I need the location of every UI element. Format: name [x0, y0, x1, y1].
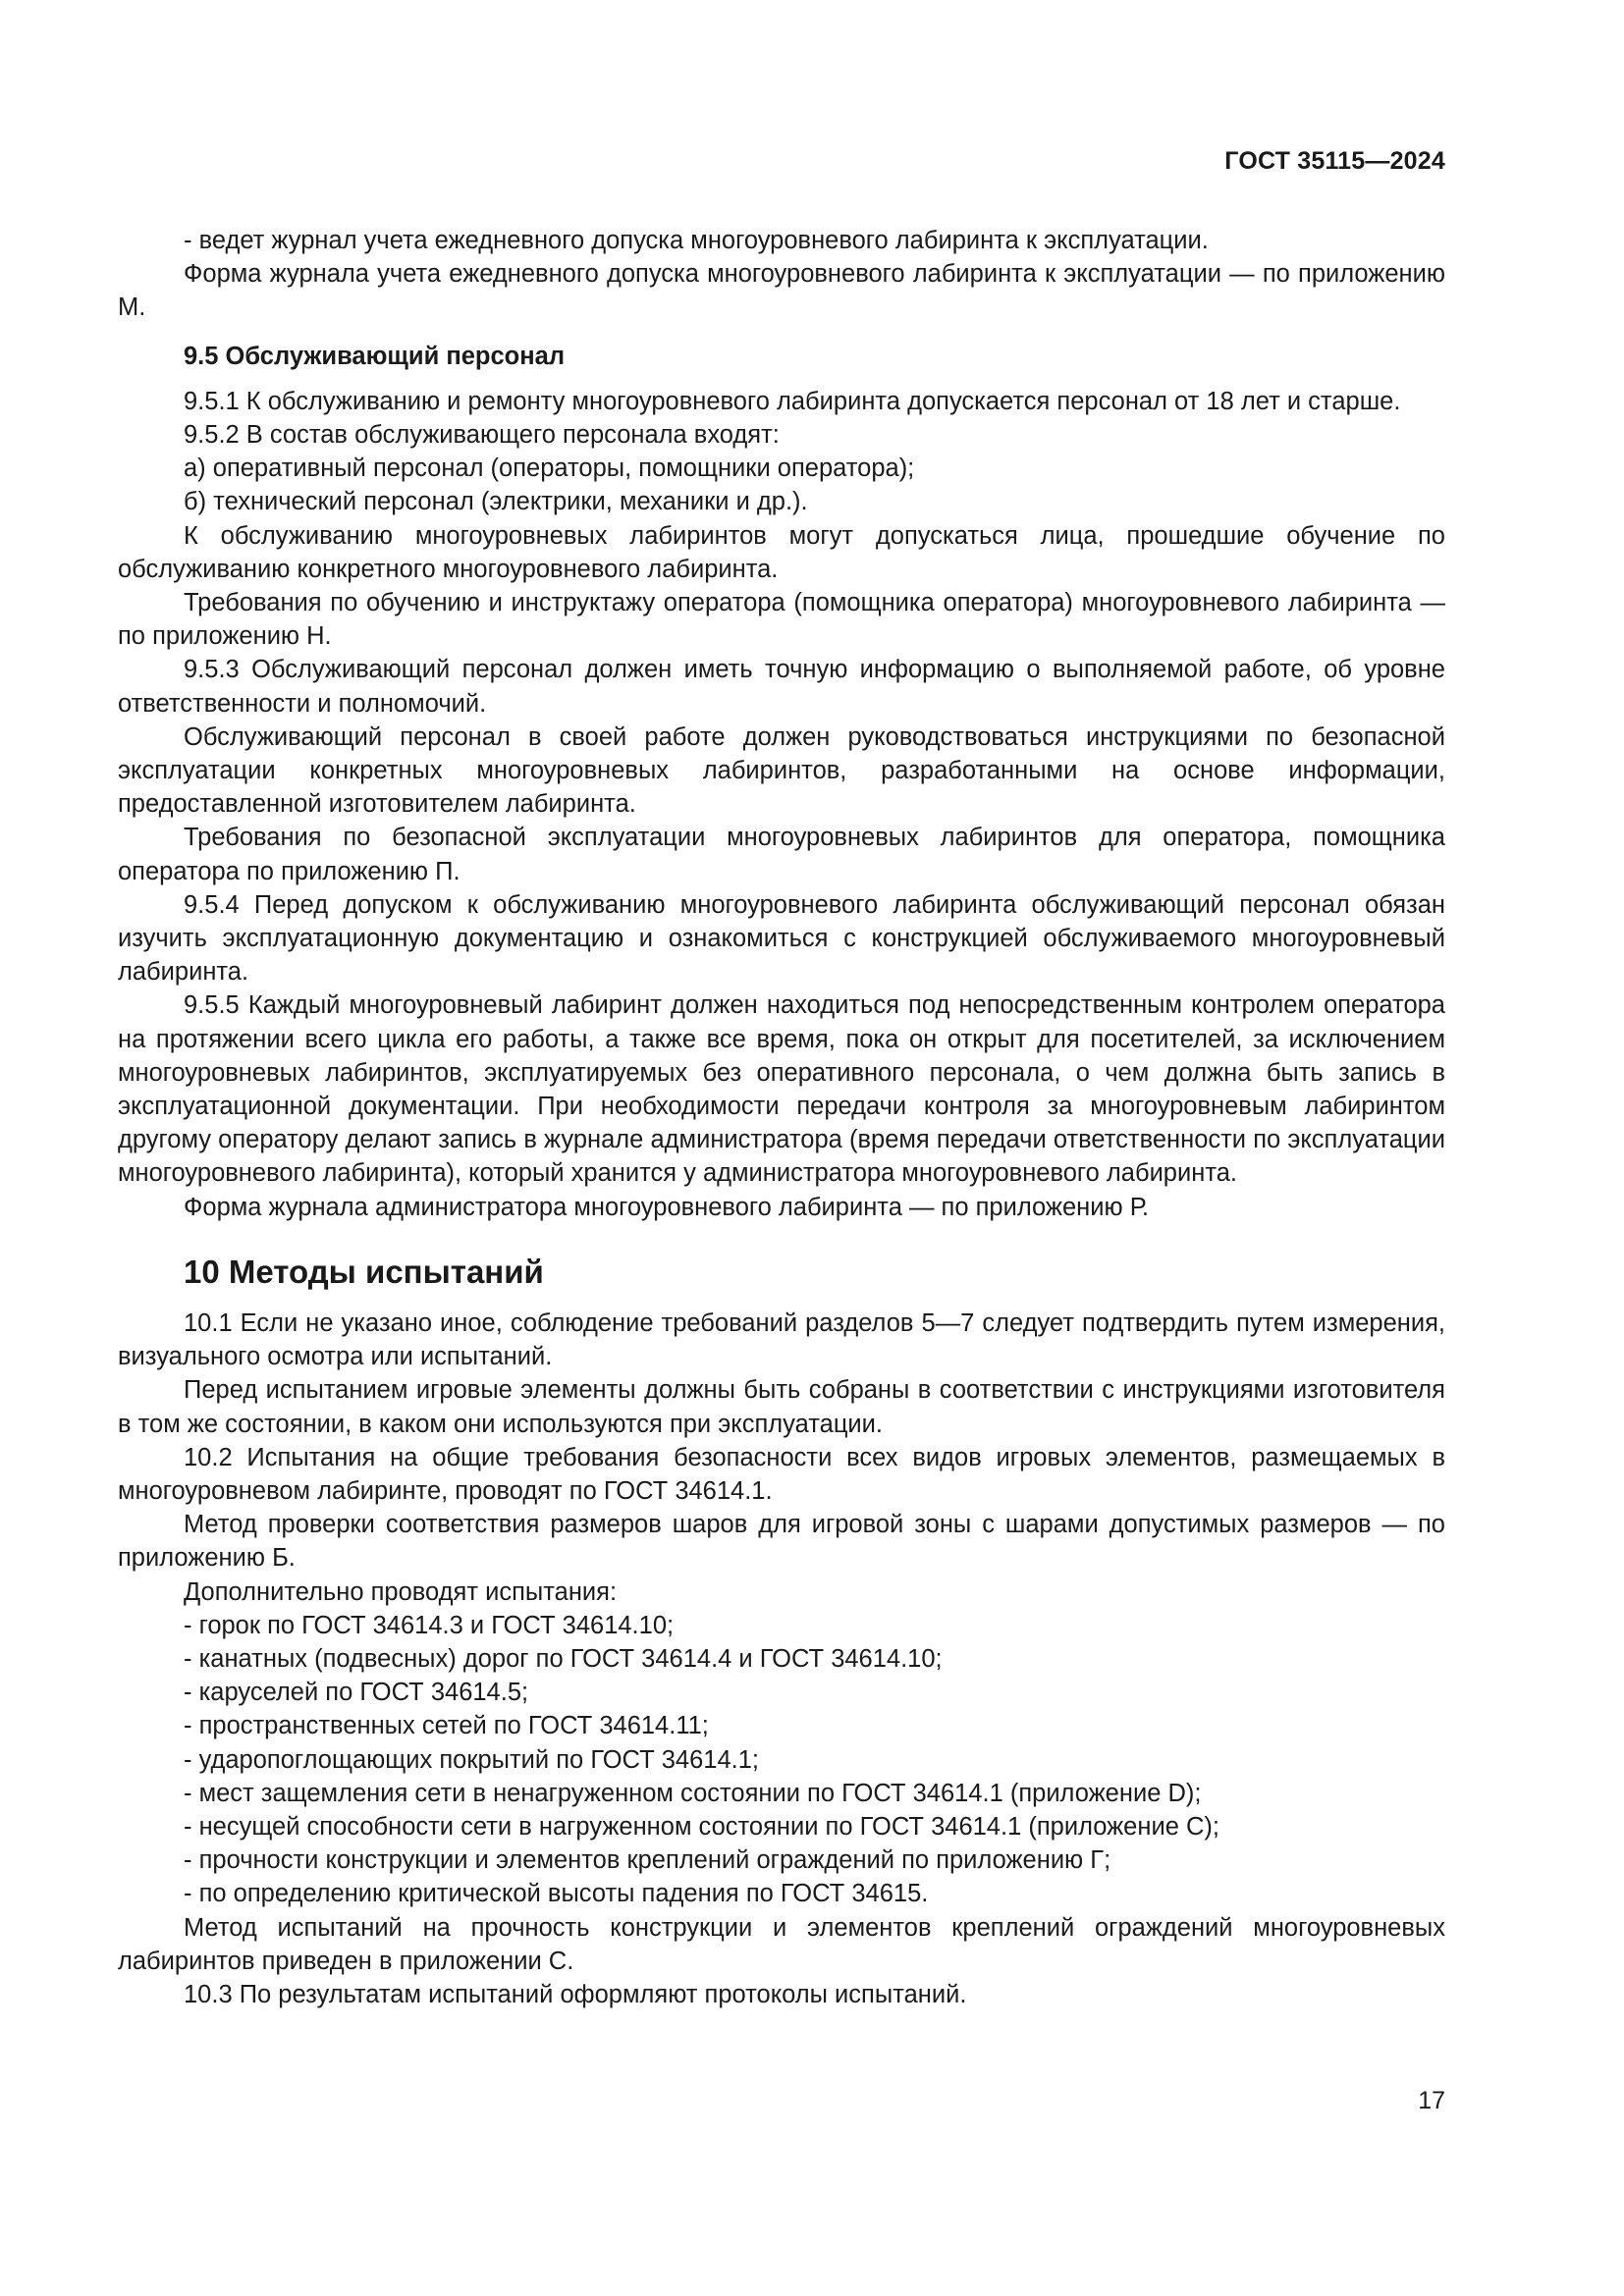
paragraph: 9.5.4 Перед допуском к обслуживанию многоуровневого лабиринта обслуживающий персонал обязан изучить эксплуатационную документацию и ознакомиться с конструкцией обслуживаемого многоуровневый лабиринта.	[118, 890, 1445, 987]
list-item: - прочности конструкции и элементов креплений ограждений по приложению Г;	[184, 1846, 1111, 1875]
paragraph: Метод испытаний на прочность конструкции и элементов креплений ограждений многоуровневых лабиринтов приведен в приложении С.	[118, 1913, 1445, 1975]
paragraph: Требования по обучению и инструктажу оператора (помощника оператора) многоуровневого лабиринта — по приложению Н.	[118, 589, 1445, 651]
subsection-heading: 9.5 Обслуживающий персонал	[184, 342, 566, 370]
list-item: - ведет журнал учета ежедневного допуска многоуровневого лабиринта к эксплуатации.	[184, 227, 1209, 254]
paragraph: 10.1 Если не указано иное, соблюдение требований разделов 5—7 следует подтвердить путем измерения, визуального осмотра или испытаний.	[118, 1308, 1445, 1371]
list-item: - пространственных сетей по ГОСТ 34614.11;	[184, 1712, 709, 1740]
list-item: - по определению критической высоты падения по ГОСТ 34615.	[184, 1880, 929, 1908]
page-number: 17	[1418, 2087, 1445, 2114]
paragraph: 9.5.1 К обслуживанию и ремонту многоуровневого лабиринта допускается персонал от 18 лет и старше.	[184, 387, 1401, 415]
list-item: - горок по ГОСТ 34614.3 и ГОСТ 34614.10;	[184, 1611, 675, 1639]
list-item: - мест защемления сети в ненагруженном состоянии по ГОСТ 34614.1 (приложение D);	[184, 1779, 1202, 1807]
paragraph: 9.5.2 В состав обслуживающего персонала входят:	[184, 421, 780, 450]
paragraph: Требования по безопасной эксплуатации многоуровневых лабиринтов для оператора, помощника оператора по приложению П.	[118, 824, 1445, 885]
list-item: - ударопоглощающих покрытий по ГОСТ 34614.1;	[184, 1745, 760, 1774]
paragraph: Дополнительно проводят испытания:	[184, 1577, 618, 1606]
paragraph: Метод проверки соответствия размеров шаров для игровой зоны с шарами допустимых размеров — по приложению Б.	[118, 1511, 1445, 1573]
paragraph: Форма журнала учета ежедневного допуска многоуровневого лабиринта к эксплуатации — по приложению М.	[118, 260, 1445, 322]
paragraph: Обслуживающий персонал в своей работе должен руководствоваться инструкциями по безопасной эксплуатации конкретных многоуровневых лабиринтов, разработанными на основе информации, предоставленной изготовителем лабиринта.	[118, 722, 1445, 819]
list-item: - канатных (подвесных) дорог по ГОСТ 34614.4 и ГОСТ 34614.10;	[184, 1644, 943, 1673]
paragraph: Перед испытанием игровые элементы должны быть собраны в соответствии с инструкциями изготовителя в том же состоянии, в каком они используются при эксплуатации.	[118, 1376, 1445, 1438]
paragraph: 10.3 По результатам испытаний оформляют протоколы испытаний.	[184, 1980, 967, 2008]
list-item: а) оперативный персонал (операторы, помощники оператора);	[184, 454, 915, 483]
paragraph: Форма журнала администратора многоуровневого лабиринта — по приложению Р.	[184, 1193, 1149, 1221]
document-body	[118, 224, 1445, 2011]
document-header: ГОСТ 35115—2024	[1224, 147, 1445, 175]
paragraph: 9.5.3 Обслуживающий персонал должен иметь точную информацию о выполняемой работе, об уровне ответственности и полномочий.	[118, 656, 1445, 718]
list-item: - каруселей по ГОСТ 34614.5;	[184, 1679, 529, 1707]
section-heading: 10 Методы испытаний	[184, 1253, 544, 1290]
paragraph: 9.5.5 Каждый многоуровневый лабиринт должен находиться под непосредственным контролем оператора на протяжении всего цикла его работы, а также все время, пока он открыт для посетителей, за исключением многоуровневых лабиринтов, эксплуатируемых без оперативного персонала, о чем должна быть запись в эксплуатационной документации. При необходимости передачи контроля за многоуровневым лабиринтом другому оператору делают запись в журнале администратора (время передачи ответственности по эксплуатации многоуровневого лабиринта), который хранится у администратора многоуровневого лабиринта.	[118, 991, 1445, 1188]
paragraph: 10.2 Испытания на общие требования безопасности всех видов игровых элементов, размещаемых в многоуровневом лабиринте, проводят по ГОСТ 34614.1.	[118, 1443, 1445, 1505]
list-item: б) технический персонал (электрики, механики и др.).	[184, 488, 808, 516]
paragraph: К обслуживанию многоуровневых лабиринтов могут допускаться лица, прошедшие обучение по обслуживанию конкретного многоуровневого лабиринта.	[118, 521, 1445, 583]
list-item: - несущей способности сети в нагруженном состоянии по ГОСТ 34614.1 (приложение С);	[184, 1812, 1219, 1841]
